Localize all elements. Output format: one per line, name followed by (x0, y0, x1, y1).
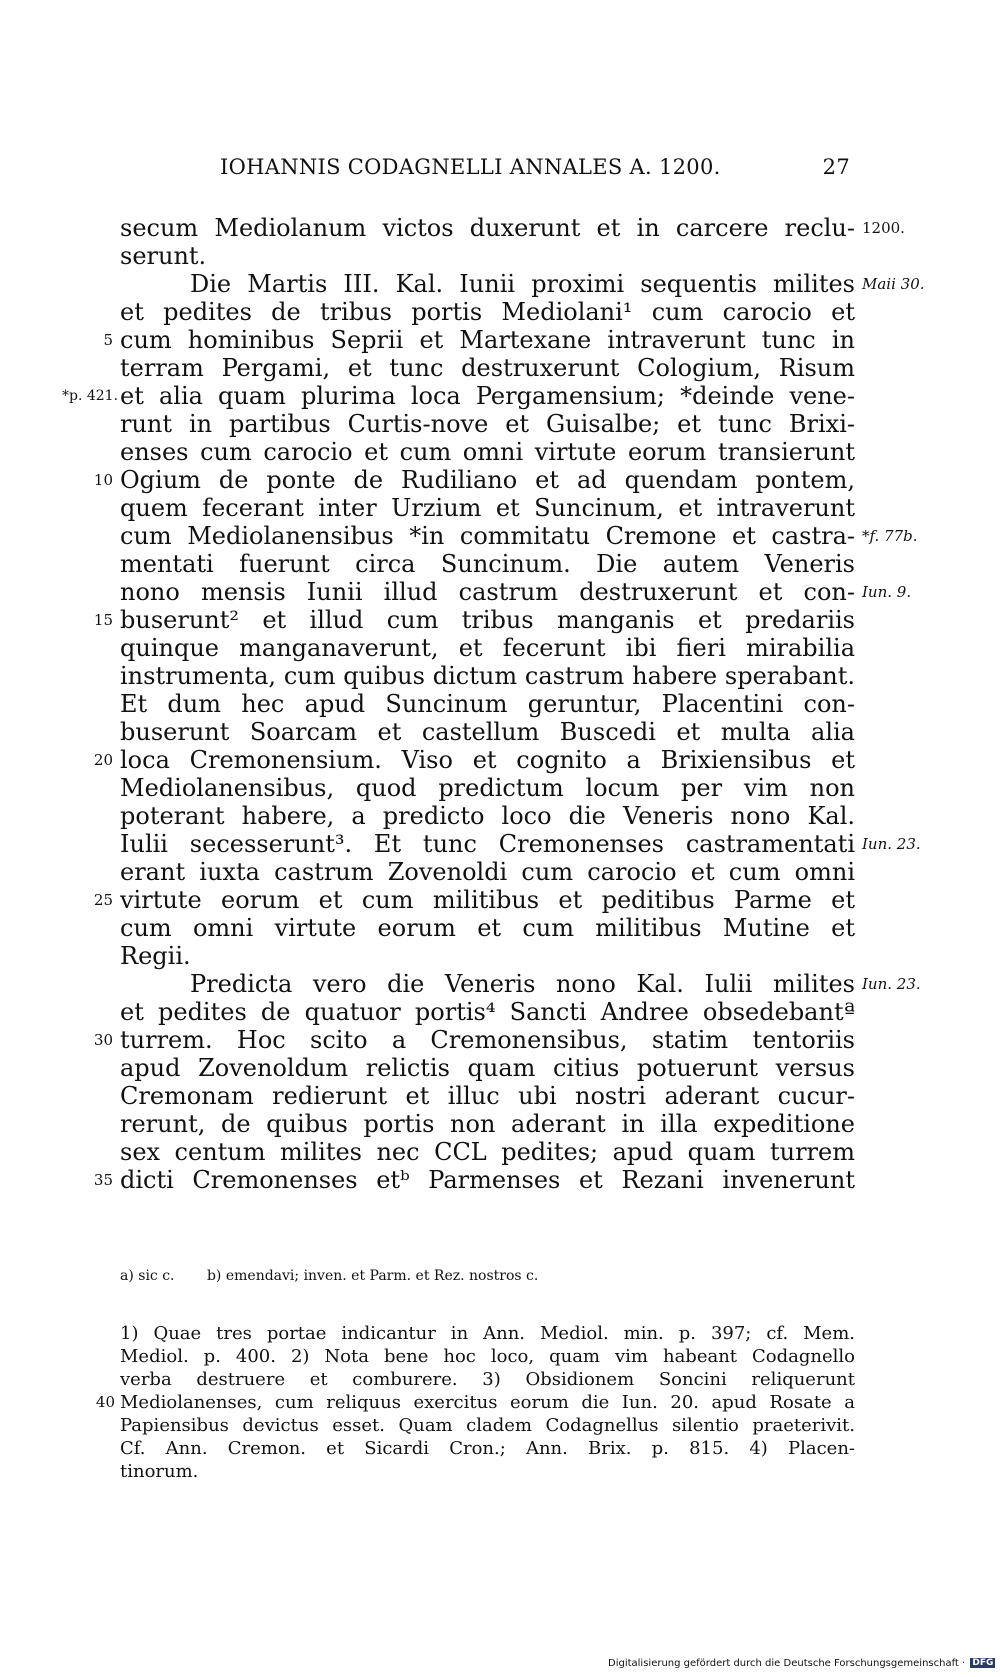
text-line: rerunt, de quibus portis non aderant in illa expeditione (120, 1110, 855, 1138)
critical-apparatus (120, 1268, 855, 1284)
footnote-line: verba destruere et comburere. 3) Obsidionem Soncini reliquerunt (120, 1369, 855, 1390)
margin-page-marker: *p. 421. (62, 388, 119, 404)
apparatus-note-b: b) emendavi; inven. et Parm. et Rez. nostros c. (206, 1268, 539, 1284)
margin-date: Iun. 23. (862, 975, 921, 993)
text-line: instrumenta, cum quibus dictum castrum habere sperabant. (120, 662, 855, 690)
footnote-line: Mediolanenses, cum reliquus exercitus eorum die Iun. 20. apud Rosate a (120, 1392, 855, 1413)
text-line: cum omni virtute eorum et cum militibus Mutine et (120, 914, 855, 942)
footnote-line-number: 40 (95, 1393, 115, 1411)
text-line: Mediolanensibus, quod predictum locum per vim non (120, 774, 855, 802)
text-line: secum Mediolanum victos duxerunt et in carcere reclu- (120, 214, 855, 242)
text-line: quem fecerant inter Urzium et Suncinum, et intraverunt (120, 494, 855, 522)
text-line: terram Pergami, et tunc destruxerunt Cologium, Risum (120, 354, 855, 382)
text-line: erant iuxta castrum Zovenoldi cum carocio et cum omni (120, 858, 855, 886)
text-line: loca Cremonensium. Viso et cognito a Brixiensibus et (120, 746, 855, 774)
text-line: Ogium de ponte de Rudiliano et ad quendam pontem, (120, 466, 855, 494)
line-number: 25 (93, 891, 113, 909)
text-line: buserunt² et illud cum tribus manganis et predariis (120, 606, 855, 634)
line-number: 15 (93, 611, 113, 629)
footnote-line: Mediol. p. 400. 2) Nota bene hoc loco, quam vim habeant Codagnello (120, 1346, 855, 1367)
text-line: Et dum hec apud Suncinum geruntur, Placentini con- (120, 690, 855, 718)
line-number: 5 (103, 331, 113, 349)
margin-date: Maii 30. (862, 275, 925, 293)
dfg-logo: DFG (972, 1658, 994, 1668)
text-line: et alia quam plurima loca Pergamensium; *deinde vene- (120, 382, 855, 410)
text-line: et pedites de tribus portis Mediolani¹ cum carocio et (120, 298, 855, 326)
text-line: Regii. (120, 942, 191, 970)
text-line: serunt. (120, 242, 207, 270)
margin-year: 1200. (862, 219, 905, 237)
text-line: dicti Cremonenses etᵇ Parmenses et Rezani invenerunt (120, 1166, 855, 1194)
footnote-line: tinorum. (120, 1461, 199, 1482)
credit-text: Digitalisierung gefördert durch die Deutsche Forschungsgemeinschaft · (608, 1658, 966, 1669)
header-title: IOHANNIS CODAGNELLI ANNALES A. 1200. (220, 155, 721, 179)
text-line: cum Mediolanensibus *in commitatu Cremone et castra- (120, 522, 855, 550)
text-line: Cremonam redierunt et illuc ubi nostri aderant cucur- (120, 1082, 855, 1110)
apparatus-note-a: a) sic c. (120, 1268, 175, 1284)
text-line: Iulii secesserunt³. Et tunc Cremonenses castramentati (120, 830, 855, 858)
text-line: buserunt Soarcam et castellum Buscedi et multa alia (120, 718, 855, 746)
footnote-line: 1) Quae tres portae indicantur in Ann. Mediol. min. p. 397; cf. Mem. (120, 1323, 855, 1344)
text-line: enses cum carocio et cum omni virtute eorum transierunt (120, 438, 855, 466)
text-line: Die Martis III. Kal. Iunii proximi sequentis milites (190, 270, 855, 298)
text-line: Predicta vero die Veneris nono Kal. Iulii milites (190, 970, 855, 998)
margin-folio: *f. 77b. (862, 527, 918, 545)
footnote-line: Cf. Ann. Cremon. et Sicardi Cron.; Ann. Brix. p. 815. 4) Placen- (120, 1438, 855, 1459)
footnote-line: Papiensibus devictus esset. Quam cladem Codagnellus silentio praeterivit. (120, 1415, 855, 1436)
text-line: nono mensis Iunii illud castrum destruxerunt et con- (120, 578, 855, 606)
line-number: 30 (93, 1031, 113, 1049)
margin-date: Iun. 9. (862, 583, 912, 601)
text-line: virtute eorum et cum militibus et peditibus Parme et (120, 886, 855, 914)
line-number: 35 (93, 1171, 113, 1189)
text-line: quinque manganaverunt, et fecerunt ibi fieri mirabilia (120, 634, 855, 662)
page-number: 27 (822, 155, 850, 179)
text-line: sex centum milites nec CCL pedites; apud quam turrem (120, 1138, 855, 1166)
text-line: et pedites de quatuor portis⁴ Sancti Andree obsedebantª (120, 998, 855, 1026)
text-line: apud Zovenoldum relictis quam citius potuerunt versus (120, 1054, 855, 1082)
text-line: runt in partibus Curtis-nove et Guisalbe; et tunc Brixi- (120, 410, 855, 438)
line-number: 20 (93, 751, 113, 769)
line-number: 10 (93, 471, 113, 489)
digitization-credit (608, 1658, 995, 1669)
text-line: cum hominibus Seprii et Martexane intraverunt tunc in (120, 326, 855, 354)
text-line: turrem. Hoc scito a Cremonensibus, statim tentoriis (120, 1026, 855, 1054)
text-line: mentati fuerunt circa Suncinum. Die autem Veneris (120, 550, 855, 578)
text-line: poterant habere, a predicto loco die Veneris nono Kal. (120, 802, 855, 830)
margin-date: Iun. 23. (862, 835, 921, 853)
